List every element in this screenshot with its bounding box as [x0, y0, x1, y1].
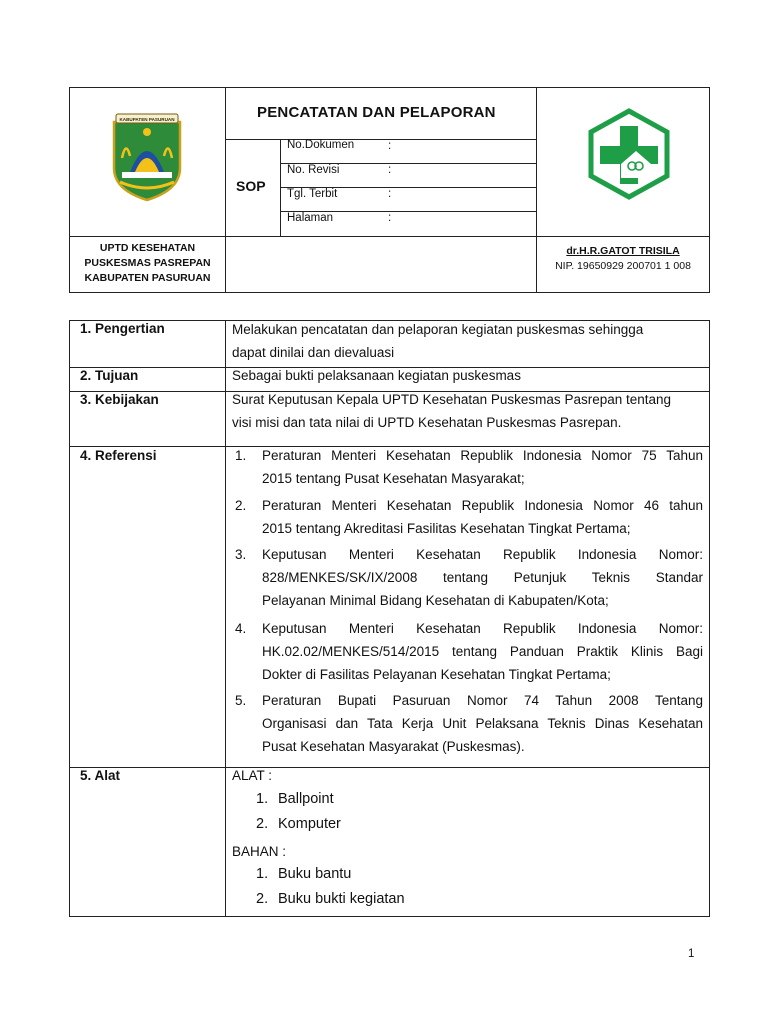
text-line: Keputusan Menteri Kesehatan Republik Indonesia Nomor: [262, 621, 703, 636]
reference-item-2 [235, 494, 703, 540]
text-line: Peraturan Menteri Kesehatan Republik Indonesia Nomor 75 Tahun [262, 448, 703, 463]
reference-item-4 [235, 617, 703, 686]
section-text-tujuan [232, 364, 521, 387]
text-line: 2015 tentang Pusat Kesehatan Masyarakat; [262, 471, 525, 486]
alat-item-number: 2. [256, 816, 269, 832]
reference-item-5 [235, 689, 703, 758]
text-line: Surat Keputusan Kepala UPTD Kesehatan Puskesmas Pasrepan tentang [232, 392, 672, 407]
meta-sep-no-dokumen: : [388, 140, 392, 152]
meta-label-no-revisi: No. Revisi [287, 164, 340, 176]
meta-sep-halaman: : [388, 212, 392, 224]
sop-header-table [69, 87, 710, 293]
text-line: 2015 tentang Akreditasi Fasilitas Kesehatan Tingkat Pertama; [262, 521, 631, 536]
bahan-item-number: 1. [256, 866, 269, 882]
meta-label-no-dokumen: No.Dokumen [287, 139, 355, 151]
signer-nip: NIP. 19650929 200701 1 008 [555, 260, 691, 272]
text-line: dapat dinilai dan dievaluasi [232, 345, 395, 360]
svg-text:KABUPATEN PASURUAN: KABUPATEN PASURUAN [119, 117, 175, 122]
meta-sep-tgl-terbit: : [388, 188, 392, 200]
list-number: 4. [235, 621, 247, 636]
meta-label-halaman: Halaman [287, 212, 334, 224]
text-line: Keputusan Menteri Kesehatan Republik Indonesia Nomor: [262, 547, 703, 562]
sop-label: SOP [236, 178, 266, 194]
list-number: 3. [235, 547, 247, 562]
reference-item-3 [235, 543, 703, 612]
alat-heading: ALAT : [232, 768, 273, 783]
section-text-pengertian [232, 318, 643, 364]
section-label-tujuan: 2. Tujuan [80, 368, 139, 383]
section-label-referensi: 4. Referensi [80, 448, 157, 463]
page-number: 1 [688, 948, 695, 960]
bahan-item-buku-bukti: Buku bukti kegiatan [278, 891, 405, 907]
text-line: 828/MENKES/SK/IX/2008 tentang Petunjuk Teknis Standar [262, 570, 703, 585]
org-line-1: UPTD KESEHATAN [99, 242, 196, 254]
text-line: Pusat Kesehatan Masyarakat (Puskesmas). [262, 739, 525, 754]
section-label-pengertian: 1. Pengertian [80, 321, 165, 336]
alat-item-komputer: Komputer [278, 816, 341, 832]
text-line: Pelayanan Minimal Bidang Kesehatan di Kabupaten/Kota; [262, 593, 609, 608]
org-line-3: KABUPATEN PASURUAN [84, 272, 211, 284]
list-number: 5. [235, 693, 247, 708]
bahan-item-number: 2. [256, 891, 269, 907]
text-line: Melakukan pencatatan dan pelaporan kegiatan puskesmas sehingga [232, 322, 644, 337]
bahan-heading: BAHAN : [232, 844, 287, 859]
text-line: HK.02.02/MENKES/514/2015 tentang Panduan Praktik Klinis Bagi [262, 644, 703, 659]
regency-crest-logo [108, 110, 186, 202]
meta-label-tgl-terbit: Tgl. Terbit [287, 188, 338, 200]
list-number: 1. [235, 448, 247, 463]
list-number: 2. [235, 498, 247, 513]
meta-sep-no-revisi: : [388, 164, 392, 176]
organization-name [70, 241, 225, 286]
text-line: Peraturan Menteri Kesehatan Republik Indonesia Nomor 46 tahun [262, 498, 703, 513]
alat-item-ballpoint: Ballpoint [278, 791, 334, 807]
sop-content-table [69, 320, 710, 917]
section-label-kebijakan: 3. Kebijakan [80, 392, 159, 407]
text-line: Organisasi dan Tata Kerja Unit Pelaksana Teknis Dinas Kesehatan [262, 716, 703, 731]
text-line: Sebagai bukti pelaksanaan kegiatan puskesmas [232, 368, 521, 383]
reference-item-1 [235, 444, 703, 490]
text-line: visi misi dan tata nilai di UPTD Kesehatan Puskesmas Pasrepan. [232, 415, 622, 430]
text-line: Dokter di Fasilitas Pelayanan Kesehatan Tingkat Pertama; [262, 667, 611, 682]
signer-name: dr.H.R.GATOT TRISILA [566, 245, 680, 257]
text-line: Peraturan Bupati Pasuruan Nomor 74 Tahun 2008 Tentang [262, 693, 703, 708]
alat-item-number: 1. [256, 791, 269, 807]
org-line-2: PUSKESMAS PASREPAN [84, 257, 211, 269]
document-title: PENCATATAN DAN PELAPORAN [257, 104, 496, 121]
section-label-alat: 5. Alat [80, 768, 121, 783]
bahan-item-buku-bantu: Buku bantu [278, 866, 352, 882]
section-text-kebijakan [232, 388, 671, 434]
puskesmas-logo [586, 108, 672, 200]
